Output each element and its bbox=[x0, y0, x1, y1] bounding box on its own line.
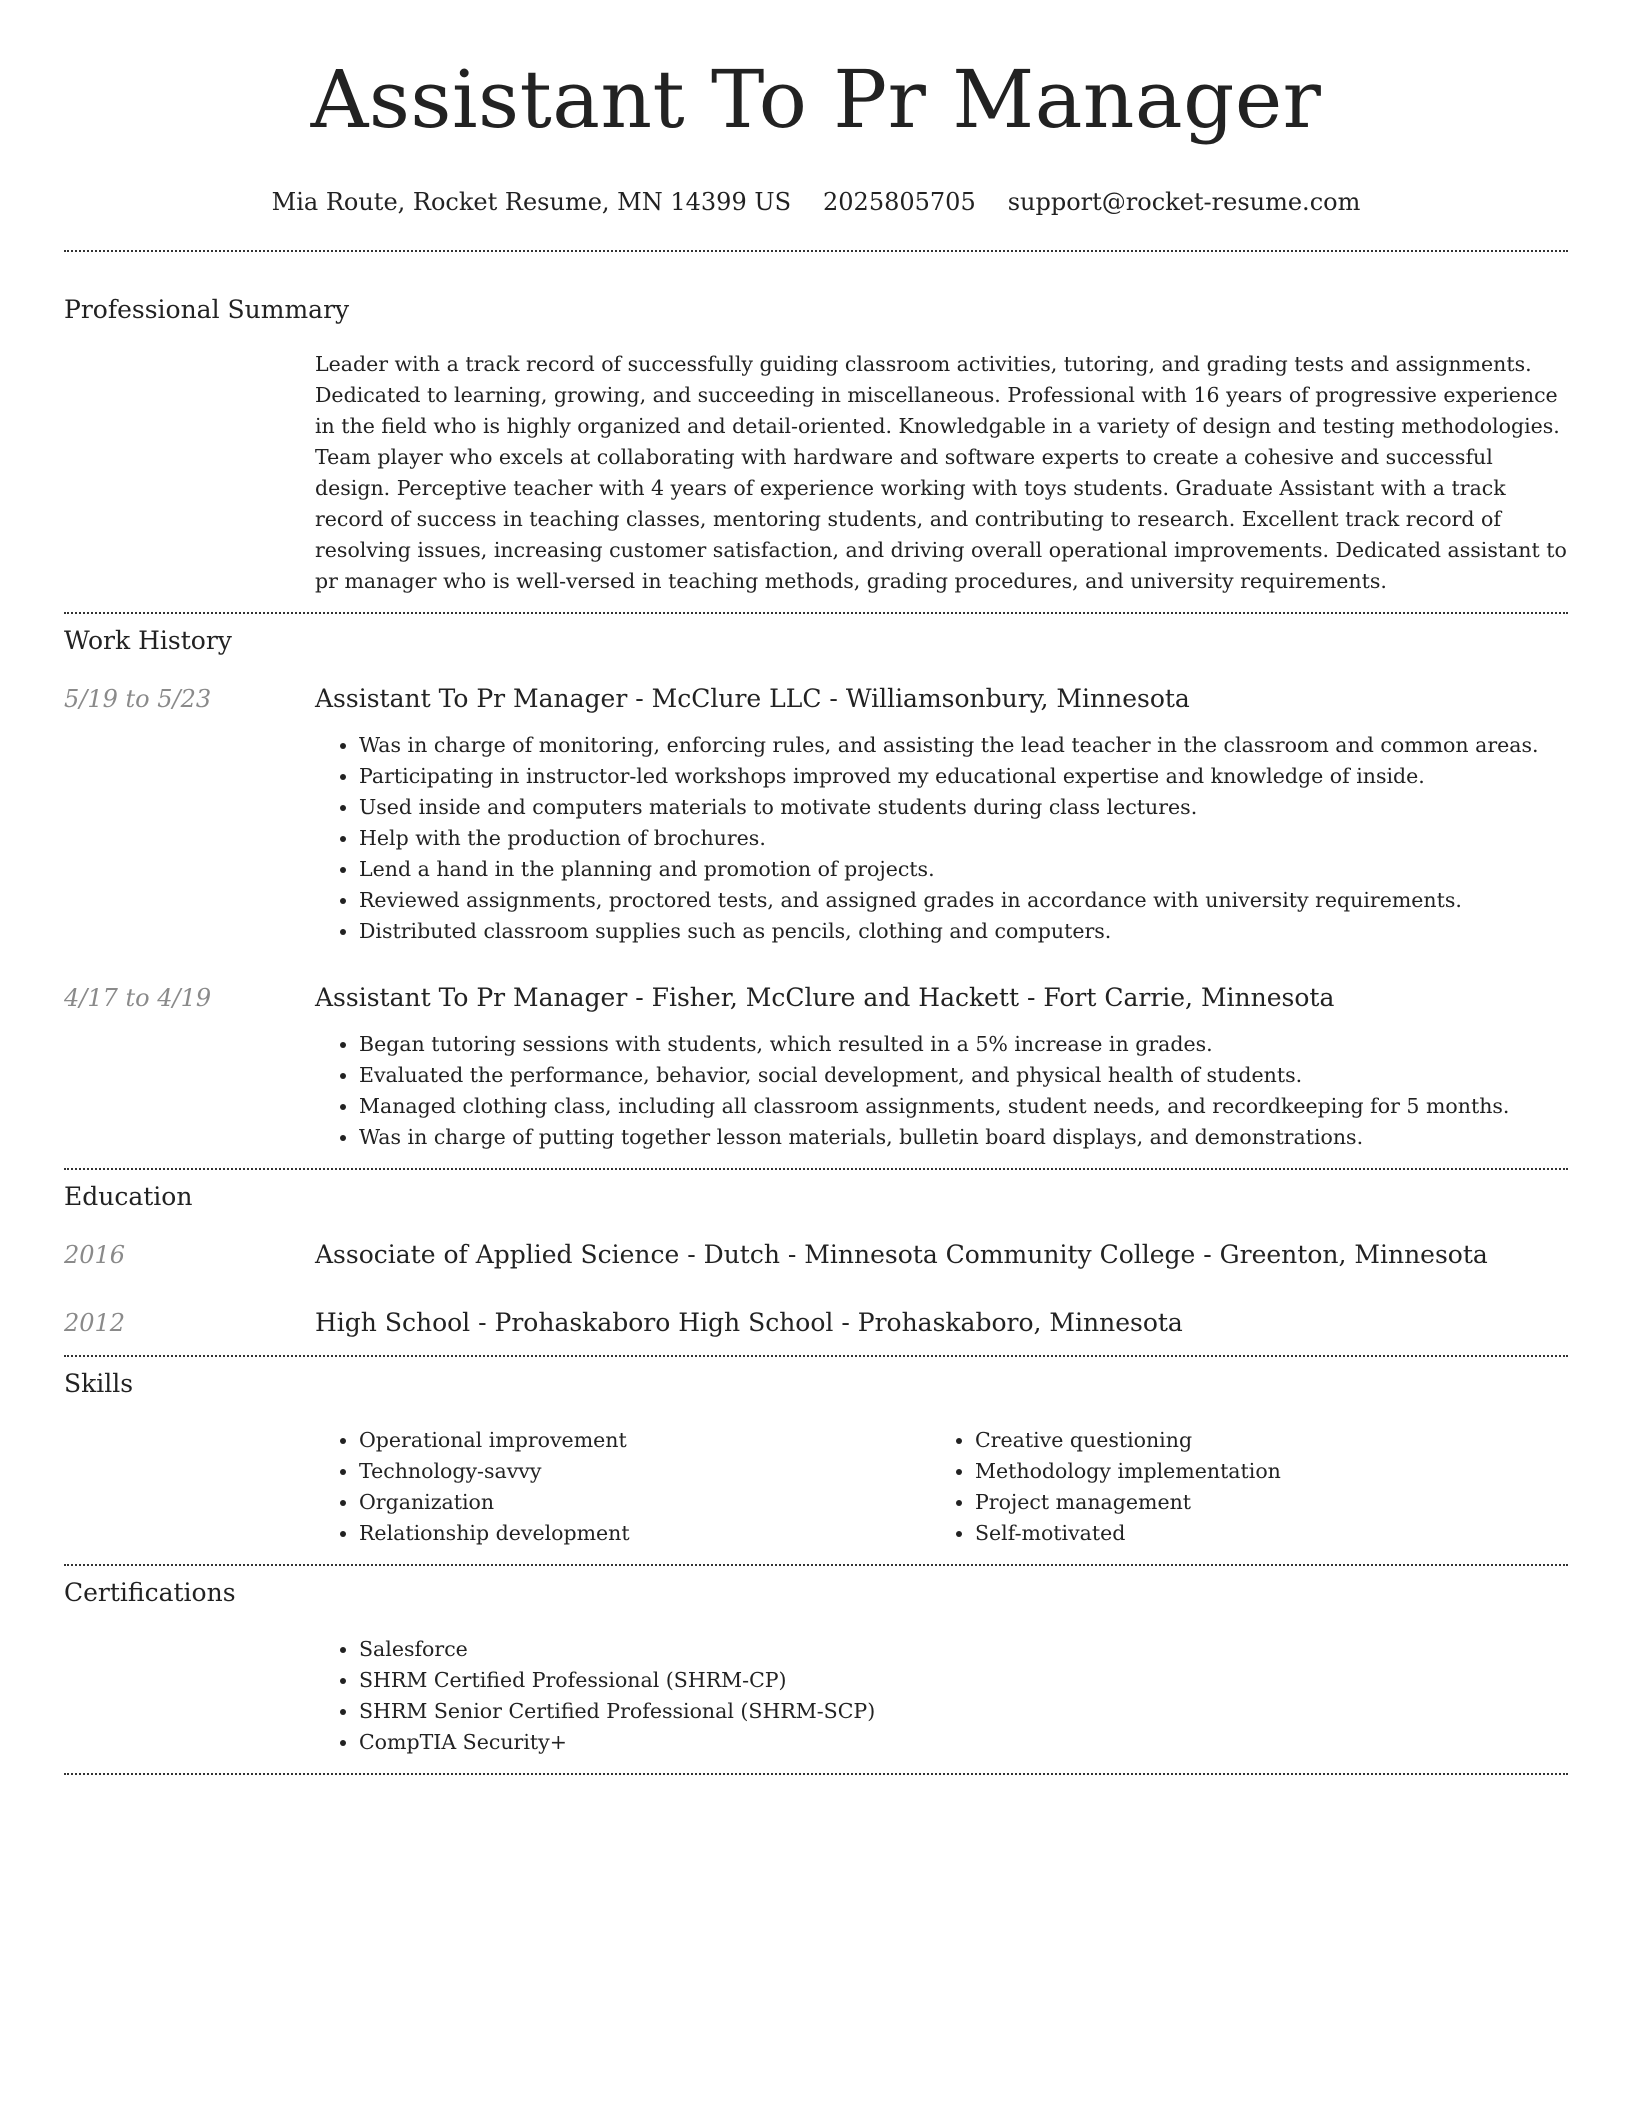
work-history-title: Work History bbox=[64, 626, 232, 655]
resume-page bbox=[64, 0, 1568, 1775]
job-bullet: • Lend a hand in the planning and promotion of projects. bbox=[359, 854, 1568, 885]
job-bullet: • Participating in instructor-led workshops improved my educational expertise and knowledge of inside. bbox=[359, 761, 1568, 792]
education-heading: Associate of Applied Science - Dutch - Minnesota Community College - Greenton, Minnesota bbox=[315, 1240, 1488, 1269]
summary-section bbox=[64, 293, 1568, 612]
education-entry bbox=[64, 1238, 1568, 1272]
skills-title: Skills bbox=[64, 1369, 134, 1398]
job-body bbox=[315, 981, 1568, 1153]
education-year: 2016 bbox=[64, 1241, 126, 1269]
education-heading: High School - Prohaskaboro High School - Prohaskaboro, Minnesota bbox=[315, 1308, 1183, 1337]
job-bullet: • Help with the production of brochures. bbox=[359, 823, 1568, 854]
skill-item: • Self-motivated bbox=[975, 1518, 1547, 1549]
job-bullet: • Managed clothing class, including all classroom assignments, student needs, and recordkeeping for 5 months. bbox=[359, 1091, 1568, 1122]
job-bullet: • Evaluated the performance, behavior, social development, and physical health of students. bbox=[359, 1060, 1568, 1091]
job-heading: Assistant To Pr Manager - McClure LLC - Williamsonbury, Minnesota bbox=[315, 684, 1190, 713]
job-bullet: • Distributed classroom supplies such as pencils, clothing and computers. bbox=[359, 916, 1568, 947]
certifications-title: Certifications bbox=[64, 1578, 236, 1607]
skill-item: • Operational improvement bbox=[359, 1425, 931, 1456]
contact-phone: 2025805705 bbox=[823, 188, 976, 216]
divider bbox=[64, 1355, 1568, 1357]
skills-column-right bbox=[931, 1425, 1547, 1549]
education-title: Education bbox=[64, 1182, 193, 1211]
education-body bbox=[315, 1306, 1568, 1340]
skills-section bbox=[64, 1367, 1568, 1564]
certification-item: • CompTIA Security+ bbox=[359, 1727, 1568, 1758]
skill-item: • Creative questioning bbox=[975, 1425, 1547, 1456]
resume-name: Assistant To Pr Manager bbox=[310, 53, 1322, 146]
skills-column-left bbox=[315, 1425, 931, 1549]
skills-grid bbox=[315, 1425, 1568, 1549]
certifications-section bbox=[64, 1576, 1568, 1773]
education-body bbox=[315, 1238, 1568, 1272]
certification-item: • SHRM Certified Professional (SHRM-CP) bbox=[359, 1665, 1568, 1696]
work-list bbox=[64, 682, 1568, 1153]
divider bbox=[64, 1564, 1568, 1566]
job-dates: 4/17 to 4/19 bbox=[64, 984, 212, 1012]
job-bullets bbox=[315, 1029, 1568, 1153]
job-bullet: • Was in charge of monitoring, enforcing rules, and assisting the lead teacher in the classroom and common areas. bbox=[359, 730, 1568, 761]
contact-email: support@rocket-resume.com bbox=[1007, 188, 1361, 216]
contact-line bbox=[64, 186, 1568, 218]
divider bbox=[64, 612, 1568, 614]
job-heading: Assistant To Pr Manager - Fisher, McClure and Hackett - Fort Carrie, Minnesota bbox=[315, 983, 1335, 1012]
job-entry bbox=[64, 981, 1568, 1153]
job-bullet: • Began tutoring sessions with students, which resulted in a 5% increase in grades. bbox=[359, 1029, 1568, 1060]
job-entry bbox=[64, 682, 1568, 947]
certification-item: • Salesforce bbox=[359, 1634, 1568, 1665]
job-dates: 5/19 to 5/23 bbox=[64, 685, 212, 713]
summary-title: Professional Summary bbox=[64, 295, 350, 324]
job-bullet: • Was in charge of putting together lesson materials, bulletin board displays, and demonstrations. bbox=[359, 1122, 1568, 1153]
divider bbox=[64, 1168, 1568, 1170]
skill-item: • Organization bbox=[359, 1487, 931, 1518]
job-bullet: • Used inside and computers materials to motivate students during class lectures. bbox=[359, 792, 1568, 823]
skill-item: • Relationship development bbox=[359, 1518, 931, 1549]
skill-item: • Methodology implementation bbox=[975, 1456, 1547, 1487]
education-year: 2012 bbox=[64, 1309, 126, 1337]
education-list bbox=[64, 1238, 1568, 1340]
job-bullets bbox=[315, 730, 1568, 947]
education-section bbox=[64, 1180, 1568, 1355]
divider bbox=[64, 1773, 1568, 1775]
contact-address: Mia Route, Rocket Resume, MN 14399 US bbox=[271, 188, 792, 216]
certification-item: • SHRM Senior Certified Professional (SHRM-SCP) bbox=[359, 1696, 1568, 1727]
skill-item: • Project management bbox=[975, 1487, 1547, 1518]
job-body bbox=[315, 682, 1568, 947]
education-entry bbox=[64, 1306, 1568, 1340]
certifications-list bbox=[315, 1634, 1568, 1758]
summary-text: Leader with a track record of successfully guiding classroom activities, tutoring, and grading tests and assignments. Dedicated to learning, growing, and succeeding in miscellaneous. Professional with 16 years of progressive experience in the field who is highly organized and detail-oriented. Knowledgable in a variety of design and testing methodologies. Team player who excels at collaborating with hardware and software experts to create a cohesive and successful design. Perceptive teacher with 4 years of experience working with toys students. Graduate Assistant with a track record of success in teaching classes, mentoring students, and contributing to research. Excellent track record of resolving issues, increasing customer satisfaction, and driving overall operational improvements. Dedicated assistant to pr manager who is well-versed in teaching methods, grading procedures, and university requirements. bbox=[315, 352, 1567, 593]
divider bbox=[64, 250, 1568, 252]
work-history-section bbox=[64, 624, 1568, 1168]
job-bullet: • Reviewed assignments, proctored tests, and assigned grades in accordance with university requirements. bbox=[359, 885, 1568, 916]
skill-item: • Technology-savvy bbox=[359, 1456, 931, 1487]
